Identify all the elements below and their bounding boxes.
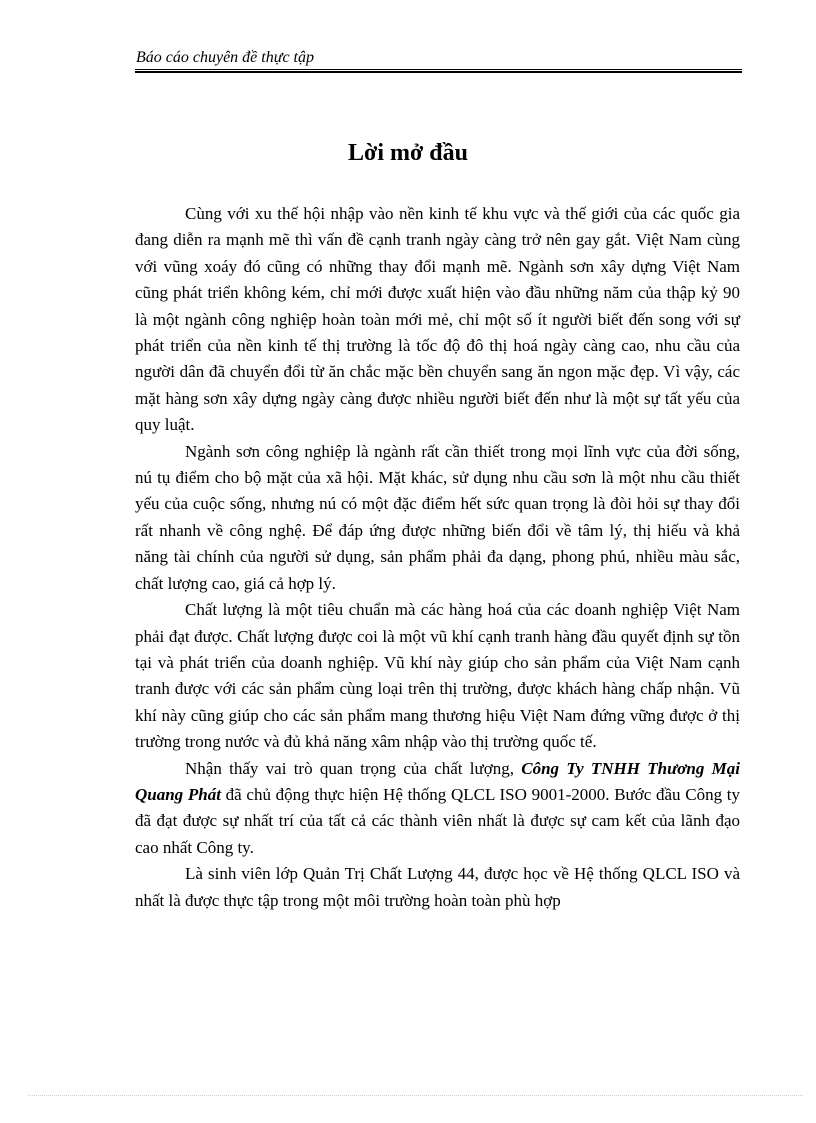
header-title: Báo cáo chuyên đề thực tập: [136, 49, 314, 66]
paragraph-4-intro: Nhận thấy vai trò quan trọng của chất lượng,: [185, 758, 514, 778]
company-name: Công Ty TNHH Thương Mại Quang Phát: [135, 758, 740, 804]
paragraph-4: [135, 756, 740, 862]
document-body: [135, 201, 740, 914]
paragraph-3: Chất lượng là một tiêu chuẩn mà các hàng hoá của các doanh nghiệp Việt Nam phải đạt được. Chất lượng được coi là một vũ khí cạnh tranh hàng đầu quyết định sự tồn tại và phát triển của doanh nghiệp. Vũ khí này giúp cho sản phẩm của Việt Nam cạnh tranh được với các sản phẩm cùng loại trên thị trường, được khách hàng chấp nhận. Vũ khí này cũng giúp cho các sản phẩm mang thương hiệu Việt Nam đứng vững được ở thị trường trong nước và đủ khả năng xâm nhập vào thị trường quốc tế.: [135, 600, 740, 752]
header-rule: [135, 69, 742, 73]
page-header: [135, 49, 742, 73]
paragraph-1: Cùng với xu thế hội nhập vào nền kinh tế khu vực và thế giới của các quốc gia đang diễn ra mạnh mẽ thì vấn đề cạnh tranh ngày càng trở nên gay gắt. Việt Nam cùng với vũng xoáy đó cũng có những thay đổi mạnh mẽ. Ngành sơn xây dựng Việt Nam cũng phát triển không kém, chỉ mới được xuất hiện vào đầu những năm của thập kỷ 90 là một ngành công nghiệp hoàn toàn mới mẻ, chỉ một số ít người biết đến song với sự phát triển của nền kinh tế thị trường là tốc độ đô thị hoá ngày càng cao, nhu cầu của người dân đã chuyển đổi từ ăn chắc mặc bền chuyển sang ăn ngon mặc đẹp. Vì vậy, các mặt hàng sơn xây dựng ngày càng được nhiều người biết đến như là một sự tất yếu của quy luật.: [135, 204, 740, 435]
document-title: Lời mở đầu: [348, 140, 468, 166]
paragraph-4-rest: đã chủ động thực hiện Hệ thống QLCL ISO 9001-2000. Bước đầu Công ty đã đạt được sự nhất trí của tất cả các thành viên nhất là được sự cam kết của lãnh đạo cao nhất Công ty.: [135, 784, 741, 857]
footer-divider: [28, 1095, 803, 1096]
paragraph-2: Ngành sơn công nghiệp là ngành rất cần thiết trong mọi lĩnh vực của đời sống, nú tụ điểm cho bộ mặt của xã hội. Mặt khác, sử dụng nhu cầu sơn là một nhu cầu thiết yếu của cuộc sống, nhưng nú có một đặc điểm hết sức quan trọng là đòi hỏi sự thay đổi rất nhanh về công nghệ. Để đáp ứng được những biến đổi về tâm lý, thị hiếu và khả năng tài chính của người sử dụng, sản phẩm phải đa dạng, phong phú, nhiều màu sắc, chất lượng cao, giá cả hợp lý.: [135, 441, 740, 593]
paragraph-5: Là sinh viên lớp Quản Trị Chất Lượng 44, được học về Hệ thống QLCL ISO và nhất là được thực tập trong một môi trường hoàn toàn phù hợp: [135, 864, 740, 910]
